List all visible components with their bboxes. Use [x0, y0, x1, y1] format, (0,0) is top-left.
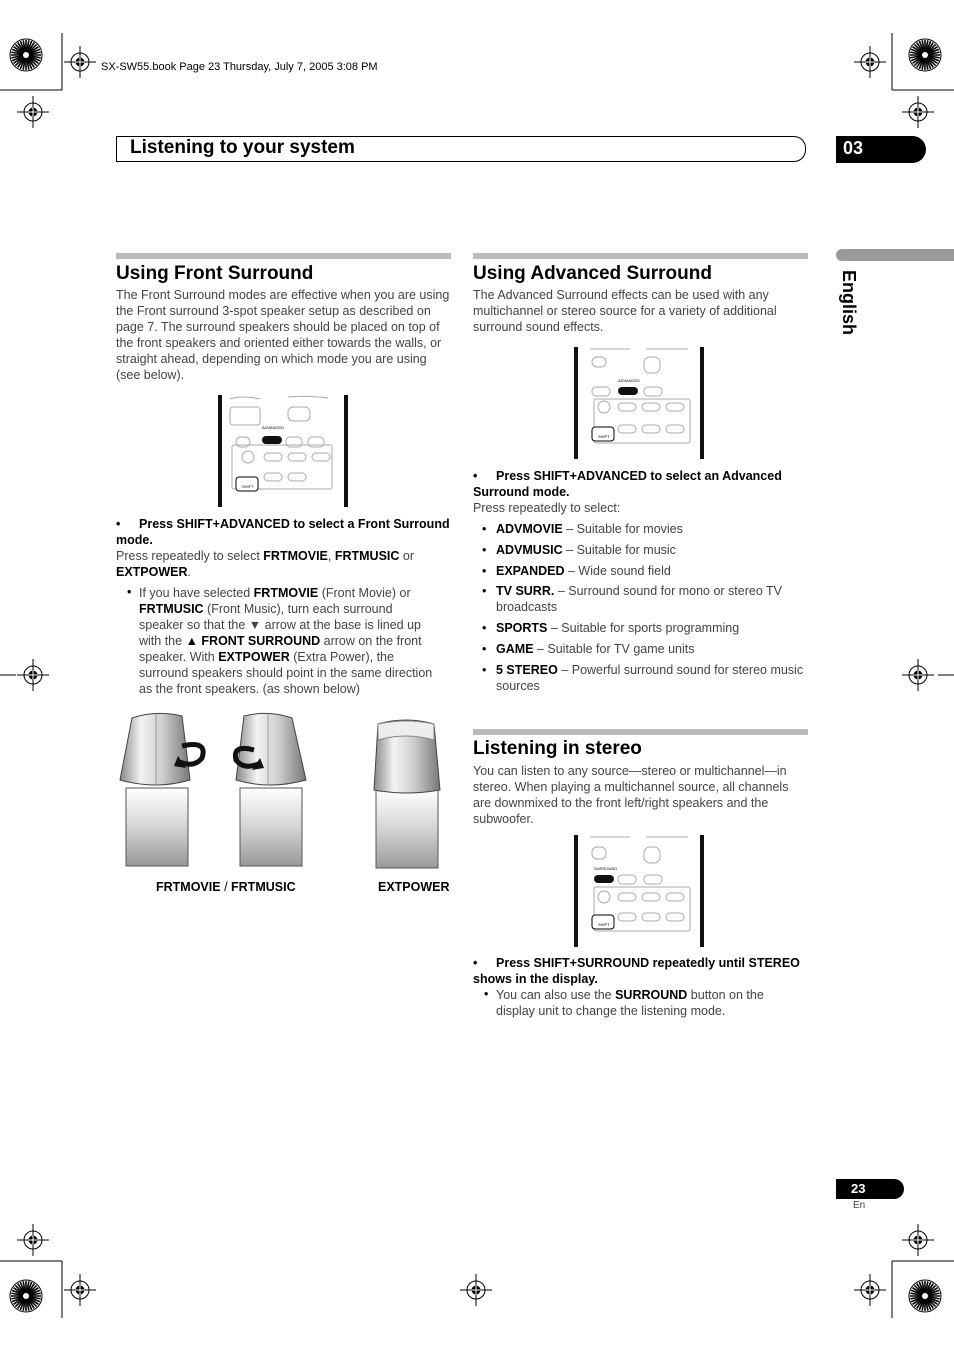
- section-heading-stereo: Listening in stereo: [473, 738, 642, 759]
- step-title: Press SHIFT+SURROUND repeatedly until STEREO shows in the display.: [473, 956, 800, 986]
- list-item: • SPORTS – Suitable for sports programming: [473, 620, 809, 636]
- list-item: • TV SURR. – Surround sound for mono or stereo TV broadcasts: [473, 583, 809, 615]
- advanced-surround-intro: The Advanced Surround effects can be used with any multichannel or stereo source for a variety of additional surround sound effects.: [473, 288, 777, 334]
- remote-illustration-surround: [572, 833, 708, 949]
- bullet: •: [473, 469, 478, 483]
- remote-label-advanced: ADVANCED: [262, 425, 284, 430]
- remote-label-shift: SHIFT: [242, 484, 254, 489]
- section-rule: [473, 253, 808, 259]
- note-bullet: •: [484, 987, 489, 1001]
- remote-label-surround: SURROUND: [594, 866, 618, 871]
- front-surround-intro: The Front Surround modes are effective when you are using the Front surround 3-spot speaker setup as described on page 7. The surround speakers should be placed on top of the front speakers and oriented either towards the walls, or straight ahead, depending on which mode you are using (see below).: [116, 288, 450, 382]
- advanced-surround-step: [473, 468, 809, 500]
- section-rule: [116, 253, 451, 259]
- stereo-step: [473, 955, 809, 987]
- page-language-code: En: [853, 1200, 866, 1211]
- mode-frtmovie: FRTMOVIE: [263, 549, 328, 563]
- front-surround-step-text: Press repeatedly to select FRTMOVIE, FRTMUSIC or EXTPOWER.: [116, 549, 415, 579]
- list-item: • GAME – Suitable for TV game units: [473, 641, 809, 657]
- stereo-note: You can also use the SURROUND button on the display unit to change the listening mode.: [496, 988, 764, 1018]
- page-number-badge: [836, 1179, 904, 1199]
- remote-label-shift: SHIFT: [598, 434, 610, 439]
- remote-illustration-advanced: [216, 393, 352, 509]
- advanced-surround-step-text: Press repeatedly to select:: [473, 501, 621, 515]
- list-item: • 5 STEREO – Powerful surround sound for stereo music sources: [473, 662, 809, 694]
- list-item: • ADVMUSIC – Suitable for music: [473, 542, 809, 558]
- caption-extpower: EXTPOWER: [378, 880, 450, 894]
- bullet: •: [116, 517, 121, 531]
- mode-extpower: EXTPOWER: [116, 565, 188, 579]
- section-rule: [473, 729, 808, 735]
- speaker-illustration: [116, 710, 456, 872]
- remote-illustration-advanced-2: [572, 345, 708, 461]
- language-tab: [836, 249, 954, 261]
- advanced-mode-list: [473, 521, 809, 699]
- language-label: English: [839, 270, 859, 336]
- list-item: • ADVMOVIE – Suitable for movies: [473, 521, 809, 537]
- chapter-number: 03: [843, 138, 864, 158]
- caption-frtmovie-frtmusic: FRTMOVIE / FRTMUSIC: [156, 880, 296, 894]
- step-title: Press SHIFT+ADVANCED to select a Front Surround mode.: [116, 517, 450, 547]
- page-title: Listening to your system: [130, 137, 355, 158]
- list-item: • EXPANDED – Wide sound field: [473, 563, 809, 579]
- bullet: •: [473, 956, 478, 970]
- mode-frtmusic: FRTMUSIC: [334, 549, 400, 563]
- step-title: Press SHIFT+ADVANCED to select an Advanced Surround mode.: [473, 469, 782, 499]
- page-number: 23: [851, 1181, 866, 1196]
- stereo-intro: You can listen to any source—stereo or multichannel—in stereo. When playing a multichannel source, all channels are downmixed to the front left/right speakers and the subwoofer.: [473, 764, 789, 826]
- remote-label-advanced: ADVANCED: [618, 378, 640, 383]
- section-heading-front-surround: Using Front Surround: [116, 263, 314, 284]
- front-surround-step: [116, 516, 452, 548]
- remote-label-shift: SHIFT: [598, 922, 610, 927]
- front-surround-note: If you have selected FRTMOVIE (Front Movie) or FRTMUSIC (Front Music), turn each surround speaker so that the ▼ arrow at the base is lined up with the ▲ FRONT SURROUND arrow on the front speaker. With EXTPOWER (Extra Power), the surround speakers should point in the same direction as the front speakers. (as shown below): [139, 586, 433, 696]
- note-bullet: •: [127, 585, 132, 599]
- file-info: SX-SW55.book Page 23 Thursday, July 7, 2005 3:08 PM: [101, 61, 378, 73]
- section-heading-advanced-surround: Using Advanced Surround: [473, 263, 712, 284]
